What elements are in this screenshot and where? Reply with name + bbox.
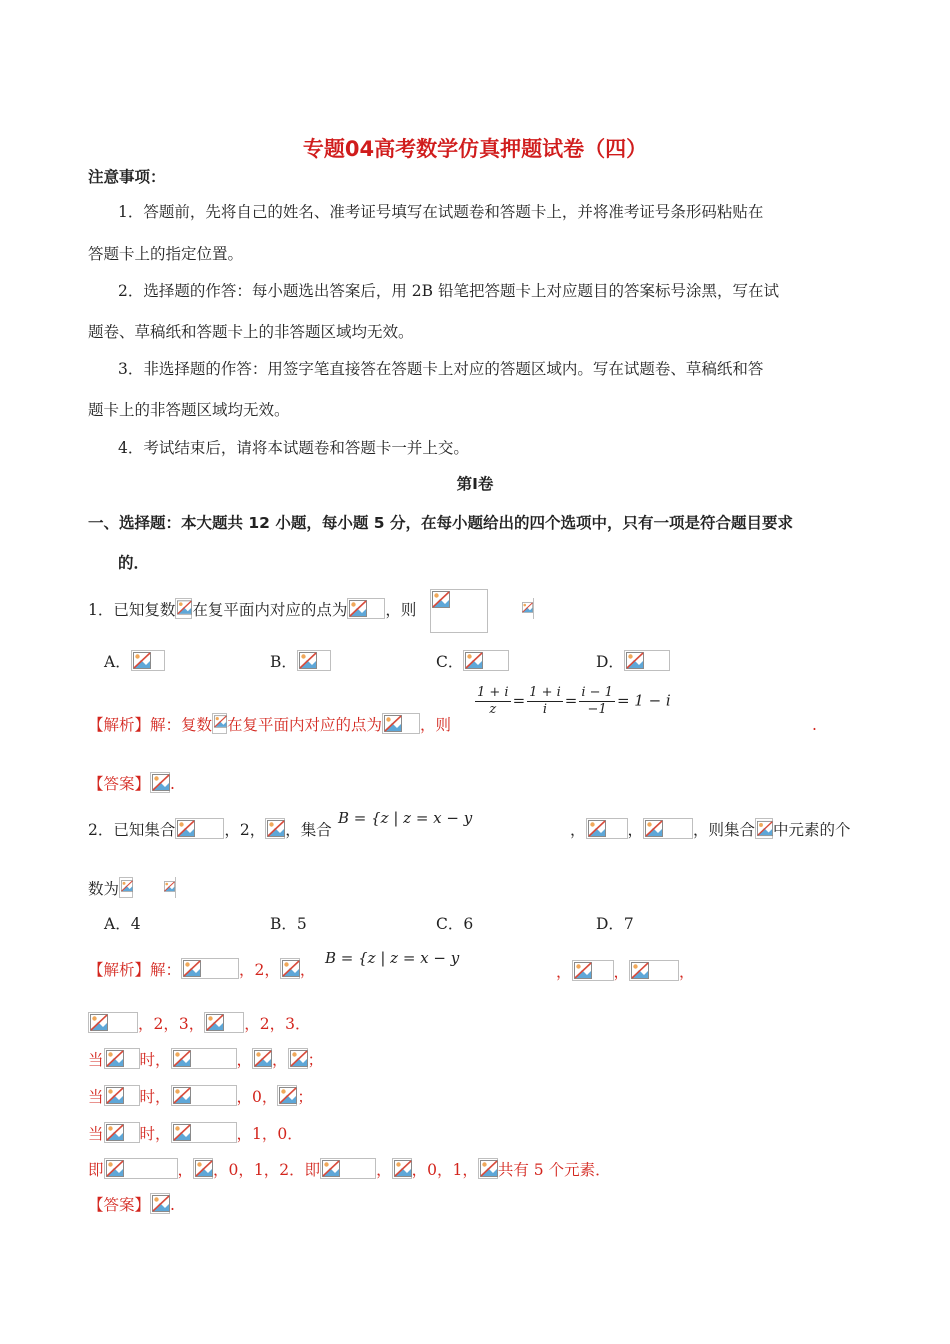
formula-image	[175, 598, 192, 619]
analysis-comma: ，	[556, 963, 572, 981]
formula-image	[392, 1158, 412, 1179]
analysis-comma: ，	[613, 963, 630, 981]
analysis-text-2: ，2，	[239, 961, 280, 979]
formula-image	[150, 772, 170, 793]
formula-image	[643, 818, 693, 839]
formula-image	[288, 1048, 308, 1069]
solution-text: ，0，1，2．即	[213, 1161, 321, 1179]
formula-image	[212, 713, 227, 734]
q2-option-b[interactable]: B．5	[270, 915, 307, 933]
question-2	[88, 818, 332, 840]
analysis-tag: 【解析】	[88, 716, 151, 734]
analysis-tag: 【解析】	[88, 961, 151, 979]
broken-image-icon	[214, 715, 227, 728]
q1-analysis-end: .	[812, 716, 817, 734]
q1-answer	[88, 772, 175, 794]
answer-tag: 【答案】	[88, 775, 151, 793]
formula-image	[175, 818, 224, 839]
formula-image	[150, 1193, 170, 1214]
fraction	[527, 685, 563, 718]
broken-image-icon	[349, 600, 367, 617]
broken-image-icon	[183, 960, 201, 977]
q2-text-1: 2．已知集合	[88, 821, 176, 839]
formula-image	[104, 1085, 140, 1106]
broken-image-icon	[322, 1160, 340, 1177]
q2-analysis	[88, 958, 315, 980]
solution-text: ，	[236, 1051, 253, 1069]
broken-image-icon	[152, 1195, 170, 1212]
q1-option-b[interactable]	[270, 650, 331, 672]
option-label: B．	[270, 653, 297, 671]
formula-image	[297, 650, 331, 671]
solution-text: ，	[177, 1161, 194, 1179]
formula-image	[131, 650, 165, 671]
denominator: i	[542, 702, 548, 717]
broken-image-icon	[267, 820, 285, 837]
section-heading: 一、选择题：本大题共 12 小题，每小题 5 分，在每小题给出的四个选项中，只有一项是符合题目要求	[88, 514, 793, 532]
solution-text: 时，	[139, 1051, 171, 1069]
equals-sign: =	[512, 691, 526, 710]
notice-item-3-cont: 题卡上的非答题区域均无效。	[88, 401, 290, 419]
formula-image	[320, 1158, 376, 1179]
broken-image-icon	[206, 1014, 224, 1031]
formula-image	[171, 1122, 237, 1143]
broken-image-icon	[384, 715, 402, 732]
q1-option-d[interactable]	[596, 650, 670, 672]
page-title: 专题04高考数学仿真押题试卷（四）	[302, 137, 648, 161]
formula-image	[171, 1048, 237, 1069]
formula-image	[430, 589, 488, 633]
broken-image-icon	[574, 962, 592, 979]
formula-image	[463, 650, 509, 671]
broken-image-icon	[195, 1160, 213, 1177]
broken-image-icon	[133, 652, 151, 669]
formula-image	[277, 1085, 297, 1106]
equals-sign: =	[564, 691, 578, 710]
numerator: 1 + i	[529, 685, 561, 700]
analysis-text-1: 解：	[150, 961, 182, 979]
broken-image-icon	[173, 1124, 191, 1141]
formula-image	[204, 1012, 244, 1033]
notice-item-2: 2．选择题的作答：每小题选出答案后，用 2B 铅笔把答题卡上对应题目的答案标号涂黑，写在试	[118, 282, 779, 300]
broken-image-icon	[465, 652, 483, 669]
fraction	[579, 685, 615, 718]
broken-image-icon	[480, 1160, 498, 1177]
broken-image-icon	[121, 879, 133, 893]
broken-image-icon	[757, 820, 773, 837]
denominator: z	[489, 702, 497, 717]
broken-image-icon	[432, 591, 450, 608]
solution-text: 当	[88, 1051, 104, 1069]
q2-text-2: ，2，	[224, 821, 266, 839]
analysis-comma: ，	[679, 963, 695, 981]
broken-image-icon	[299, 652, 317, 669]
formula-image	[586, 818, 628, 839]
q2-solution-line-4	[88, 1085, 313, 1107]
solution-text: ，2，3，	[138, 1015, 205, 1033]
formula-image	[252, 1048, 272, 1069]
broken-image-icon	[279, 1087, 297, 1104]
notice-item-4: 4．考试结束后，请将本试题卷和答题卡一并上交。	[118, 439, 469, 457]
broken-image-icon	[177, 600, 192, 615]
notice-item-1-cont: 答题卡上的指定位置。	[88, 245, 244, 263]
solution-text: ，	[376, 1161, 392, 1179]
q2-text-5: ，则集合	[693, 821, 756, 839]
broken-image-icon	[290, 1050, 308, 1067]
formula-image	[572, 960, 614, 981]
solution-text: ，2，3．	[244, 1015, 311, 1033]
q2-text-comma: ，	[627, 821, 644, 839]
broken-image-icon	[626, 652, 644, 669]
solution-text: 即	[88, 1161, 104, 1179]
solution-text: 当	[88, 1125, 104, 1143]
q1-solution-formula	[473, 685, 671, 718]
result: = 1 − i	[616, 691, 671, 710]
notice-heading: 注意事项：	[88, 168, 166, 186]
q2-text-3: ，集合	[285, 821, 332, 839]
analysis-comma: ，	[299, 961, 316, 979]
denominator: −1	[587, 702, 607, 717]
formula-image	[171, 1085, 237, 1106]
numerator: i − 1	[581, 685, 613, 700]
solution-text: ，0，1，	[411, 1161, 478, 1179]
broken-image-icon	[394, 1160, 412, 1177]
q1-text-1: 1．已知复数	[88, 601, 176, 619]
broken-image-icon	[106, 1160, 124, 1177]
q2-text-line2: 数为	[88, 880, 120, 898]
formula-image	[104, 1158, 178, 1179]
formula-image	[382, 713, 420, 734]
solution-text: 共有 5 个元素．	[497, 1161, 611, 1179]
formula-image	[522, 598, 534, 619]
broken-image-icon	[177, 820, 195, 837]
broken-image-icon	[106, 1050, 124, 1067]
option-label: D．	[596, 653, 624, 671]
formula-image	[629, 960, 679, 981]
solution-text: 时，	[139, 1125, 171, 1143]
formula-image	[280, 958, 300, 979]
q2-option-d[interactable]: D．7	[596, 915, 634, 933]
option-label: A．	[104, 653, 131, 671]
broken-image-icon	[152, 774, 170, 791]
solution-text: ；	[307, 1051, 324, 1069]
solution-text: 时，	[139, 1088, 171, 1106]
q2-solution-line-6	[88, 1158, 611, 1180]
analysis-text-3: ，则	[420, 716, 452, 734]
broken-image-icon	[90, 1014, 108, 1031]
formula-image	[193, 1158, 213, 1179]
formula-image	[181, 958, 239, 979]
formula-image	[119, 877, 133, 898]
formula-image	[478, 1158, 498, 1179]
formula-image	[624, 650, 670, 671]
fraction	[475, 685, 511, 718]
q1-text-2: 在复平面内对应的点为	[192, 601, 348, 619]
q1-text-3: ，则	[385, 601, 417, 619]
section-heading-cont: 的．	[118, 554, 150, 572]
analysis-text-2: 在复平面内对应的点为	[227, 716, 383, 734]
numerator: 1 + i	[477, 685, 509, 700]
q2-answer	[88, 1193, 175, 1215]
solution-text: ，	[272, 1051, 288, 1069]
volume-heading: 第Ⅰ卷	[456, 475, 494, 493]
solution-text: 当	[88, 1088, 104, 1106]
formula-image	[265, 818, 285, 839]
solution-text: ，0，	[236, 1088, 278, 1106]
formula-image	[164, 877, 176, 898]
answer-end: .	[170, 775, 175, 793]
q2-solution-line-3	[88, 1048, 323, 1070]
broken-image-icon	[588, 820, 606, 837]
broken-image-icon	[645, 820, 663, 837]
solution-text: ；	[297, 1088, 313, 1106]
q2-solution-line-5	[88, 1122, 303, 1144]
q2-set-b-formula: B = {z | z = x − y	[338, 809, 473, 827]
broken-image-icon	[254, 1050, 272, 1067]
broken-image-icon	[173, 1050, 191, 1067]
question-2-line2	[88, 877, 133, 899]
q2-text-6: 中元素的个	[773, 821, 851, 839]
option-label: C．	[436, 653, 464, 671]
q2-option-c[interactable]: C．6	[436, 915, 474, 933]
notice-item-2-cont: 题卷、草稿纸和答题卡上的非答题区域均无效。	[88, 323, 414, 341]
solution-text: ，1，0．	[236, 1125, 303, 1143]
formula-image	[347, 598, 385, 619]
broken-image-icon	[173, 1087, 191, 1104]
broken-image-icon	[106, 1124, 124, 1141]
answer-tag: 【答案】	[88, 1196, 151, 1214]
broken-image-icon	[631, 962, 649, 979]
q1-analysis	[88, 713, 451, 735]
notice-item-3: 3．非选择题的作答：用签字笔直接答在答题卡上对应的答题区域内。写在试题卷、草稿纸和答	[118, 360, 764, 378]
broken-image-icon	[164, 878, 175, 895]
q2-option-a[interactable]: A．4	[104, 915, 141, 933]
broken-image-icon	[106, 1087, 124, 1104]
q2-analysis-set-b-formula: B = {z | z = x − y	[325, 949, 460, 967]
question-2-cont	[570, 818, 851, 840]
q2-text-comma: ，	[570, 821, 586, 839]
q2-solution-line-2	[88, 1012, 310, 1034]
broken-image-icon	[282, 960, 300, 977]
formula-image	[755, 818, 773, 839]
formula-image	[88, 1012, 138, 1033]
question-1	[88, 598, 416, 620]
q1-option-c[interactable]	[436, 650, 509, 672]
answer-end: .	[170, 1196, 175, 1214]
broken-image-icon	[522, 599, 533, 616]
q1-option-a[interactable]	[104, 650, 165, 672]
notice-item-1: 1．答题前，先将自己的姓名、准考证号填写在试题卷和答题卡上，并将准考证号条形码粘贴在	[118, 203, 764, 221]
q2-analysis-cont	[556, 960, 695, 982]
analysis-text-1: 解：复数	[150, 716, 213, 734]
formula-image	[104, 1048, 140, 1069]
formula-image	[104, 1122, 140, 1143]
